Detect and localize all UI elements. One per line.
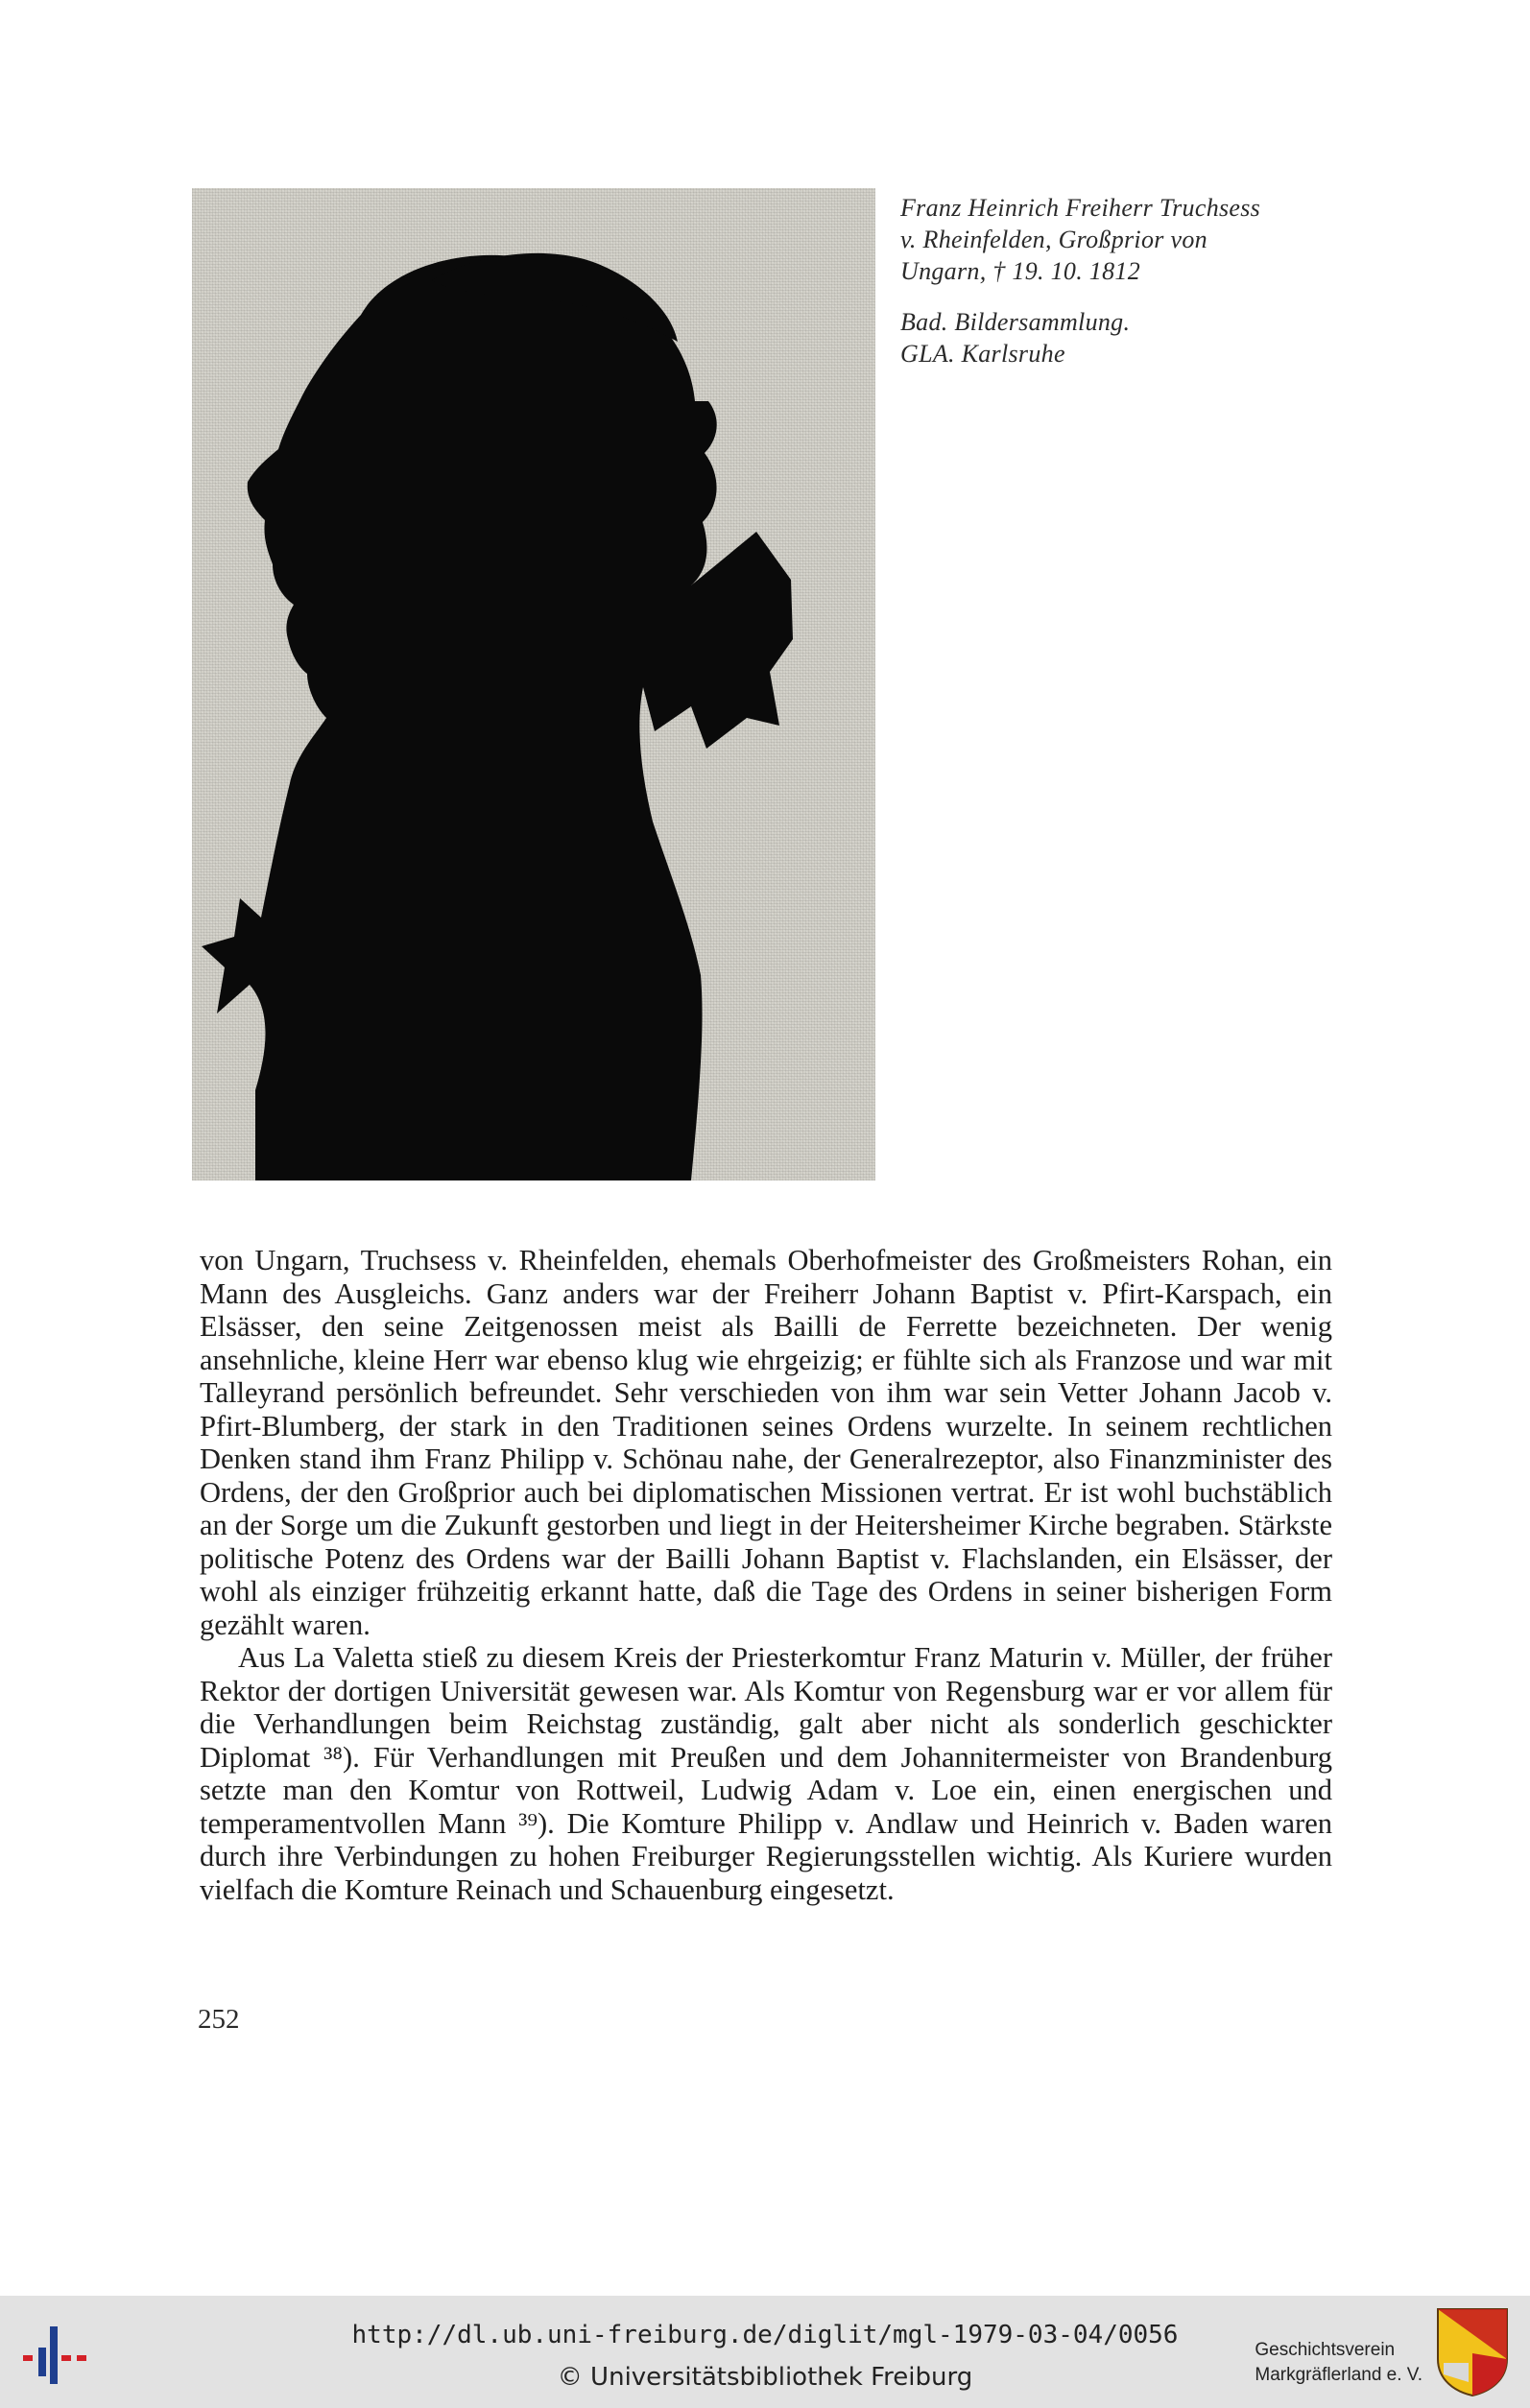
caption-source [900, 306, 1351, 370]
caption-title-line: Ungarn, † 19. 10. 1812 [900, 257, 1140, 285]
body-paragraph: von Ungarn, Truchsess v. Rheinfelden, ehemals Oberhofmeister des Großmeisters Rohan, ein Mann des Ausgleichs. Ganz anders war der Freiherr Johann Baptist v. Pfirt-Karspach, ein Elsässer, den seine Zeitgenossen meist als Bailli de Ferrette bezeichneten. Der wenig ansehnliche, kleine Herr war ebenso klug wie ehrgeizig; er fühlte sich als Franzose und war mit Talleyrand persönlich befreundet. Sehr verschieden von ihm war sein Vetter Johann Jacob v. Pfirt-Blumberg, der stark in den Traditionen seines Ordens wurzelte. In seinem rechtlichen Denken stand ihm Franz Philipp v. Schönau nahe, der Generalrezeptor, also Finanzminister des Ordens, der den Großprior auch bei diplomatischen Missionen vertrat. Er ist wohl buchstäblich an der Sorge um die Zukunft gestorben und liegt in der Heitersheimer Kirche begraben. Stärkste politische Potenz des Ordens war der Bailli Johann Baptist v. Flachslanden, ein Elsässer, der wohl als einziger frühzeitig erkannt hatte, daß die Tage des Ordens in seiner bisherigen Form gezählt waren. [200, 1244, 1332, 1641]
footer-copyright: © Universitätsbibliothek Freiburg [557, 2363, 973, 2392]
footer-bar [0, 2296, 1530, 2408]
silhouette-figure [192, 188, 875, 1180]
caption-source-line: Bad. Bildersammlung. [900, 308, 1131, 336]
society-crest-icon[interactable] [1434, 2305, 1511, 2397]
society-name-line: Markgräflerland e. V. [1255, 2365, 1422, 2385]
page-number: 252 [198, 2004, 240, 2035]
caption-title [900, 192, 1351, 287]
society-name-line: Geschichtsverein [1255, 2340, 1396, 2360]
silhouette-portrait-image [192, 188, 875, 1180]
caption-title-line: v. Rheinfelden, Großprior von [900, 226, 1207, 253]
body-text [200, 1244, 1332, 1906]
footer-url-link[interactable]: http://dl.ub.uni-freiburg.de/diglit/mgl-1979-03-04/0056 [351, 2321, 1179, 2349]
caption-title-line: Franz Heinrich Freiherr Truchsess [900, 194, 1261, 222]
body-paragraph: Aus La Valetta stieß zu diesem Kreis der Priesterkomtur Franz Maturin v. Müller, der früher Rektor der dortigen Universität gewesen war. Als Komtur von Regensburg war er vor allem für die Verhandlungen beim Reichstag zuständig, galt aber nicht als sonderlich geschickter Diplomat ³⁸). Für Verhandlungen mit Preußen und dem Johannitermeister von Brandenburg setzte man den Komtur von Rottweil, Ludwig Adam v. Loe ein, einen energischen und temperamentvollen Mann ³⁹). Die Komture Philipp v. Andlaw und Heinrich v. Baden waren durch ihre Verbindungen zu hohen Freiburger Regierungsstellen wichtig. Als Kuriere wurden vielfach die Komture Reinach und Schauenburg eingesetzt. [200, 1641, 1332, 1906]
society-name [1255, 2338, 1422, 2388]
figure-caption [900, 192, 1351, 370]
caption-source-line: GLA. Karlsruhe [900, 340, 1065, 368]
